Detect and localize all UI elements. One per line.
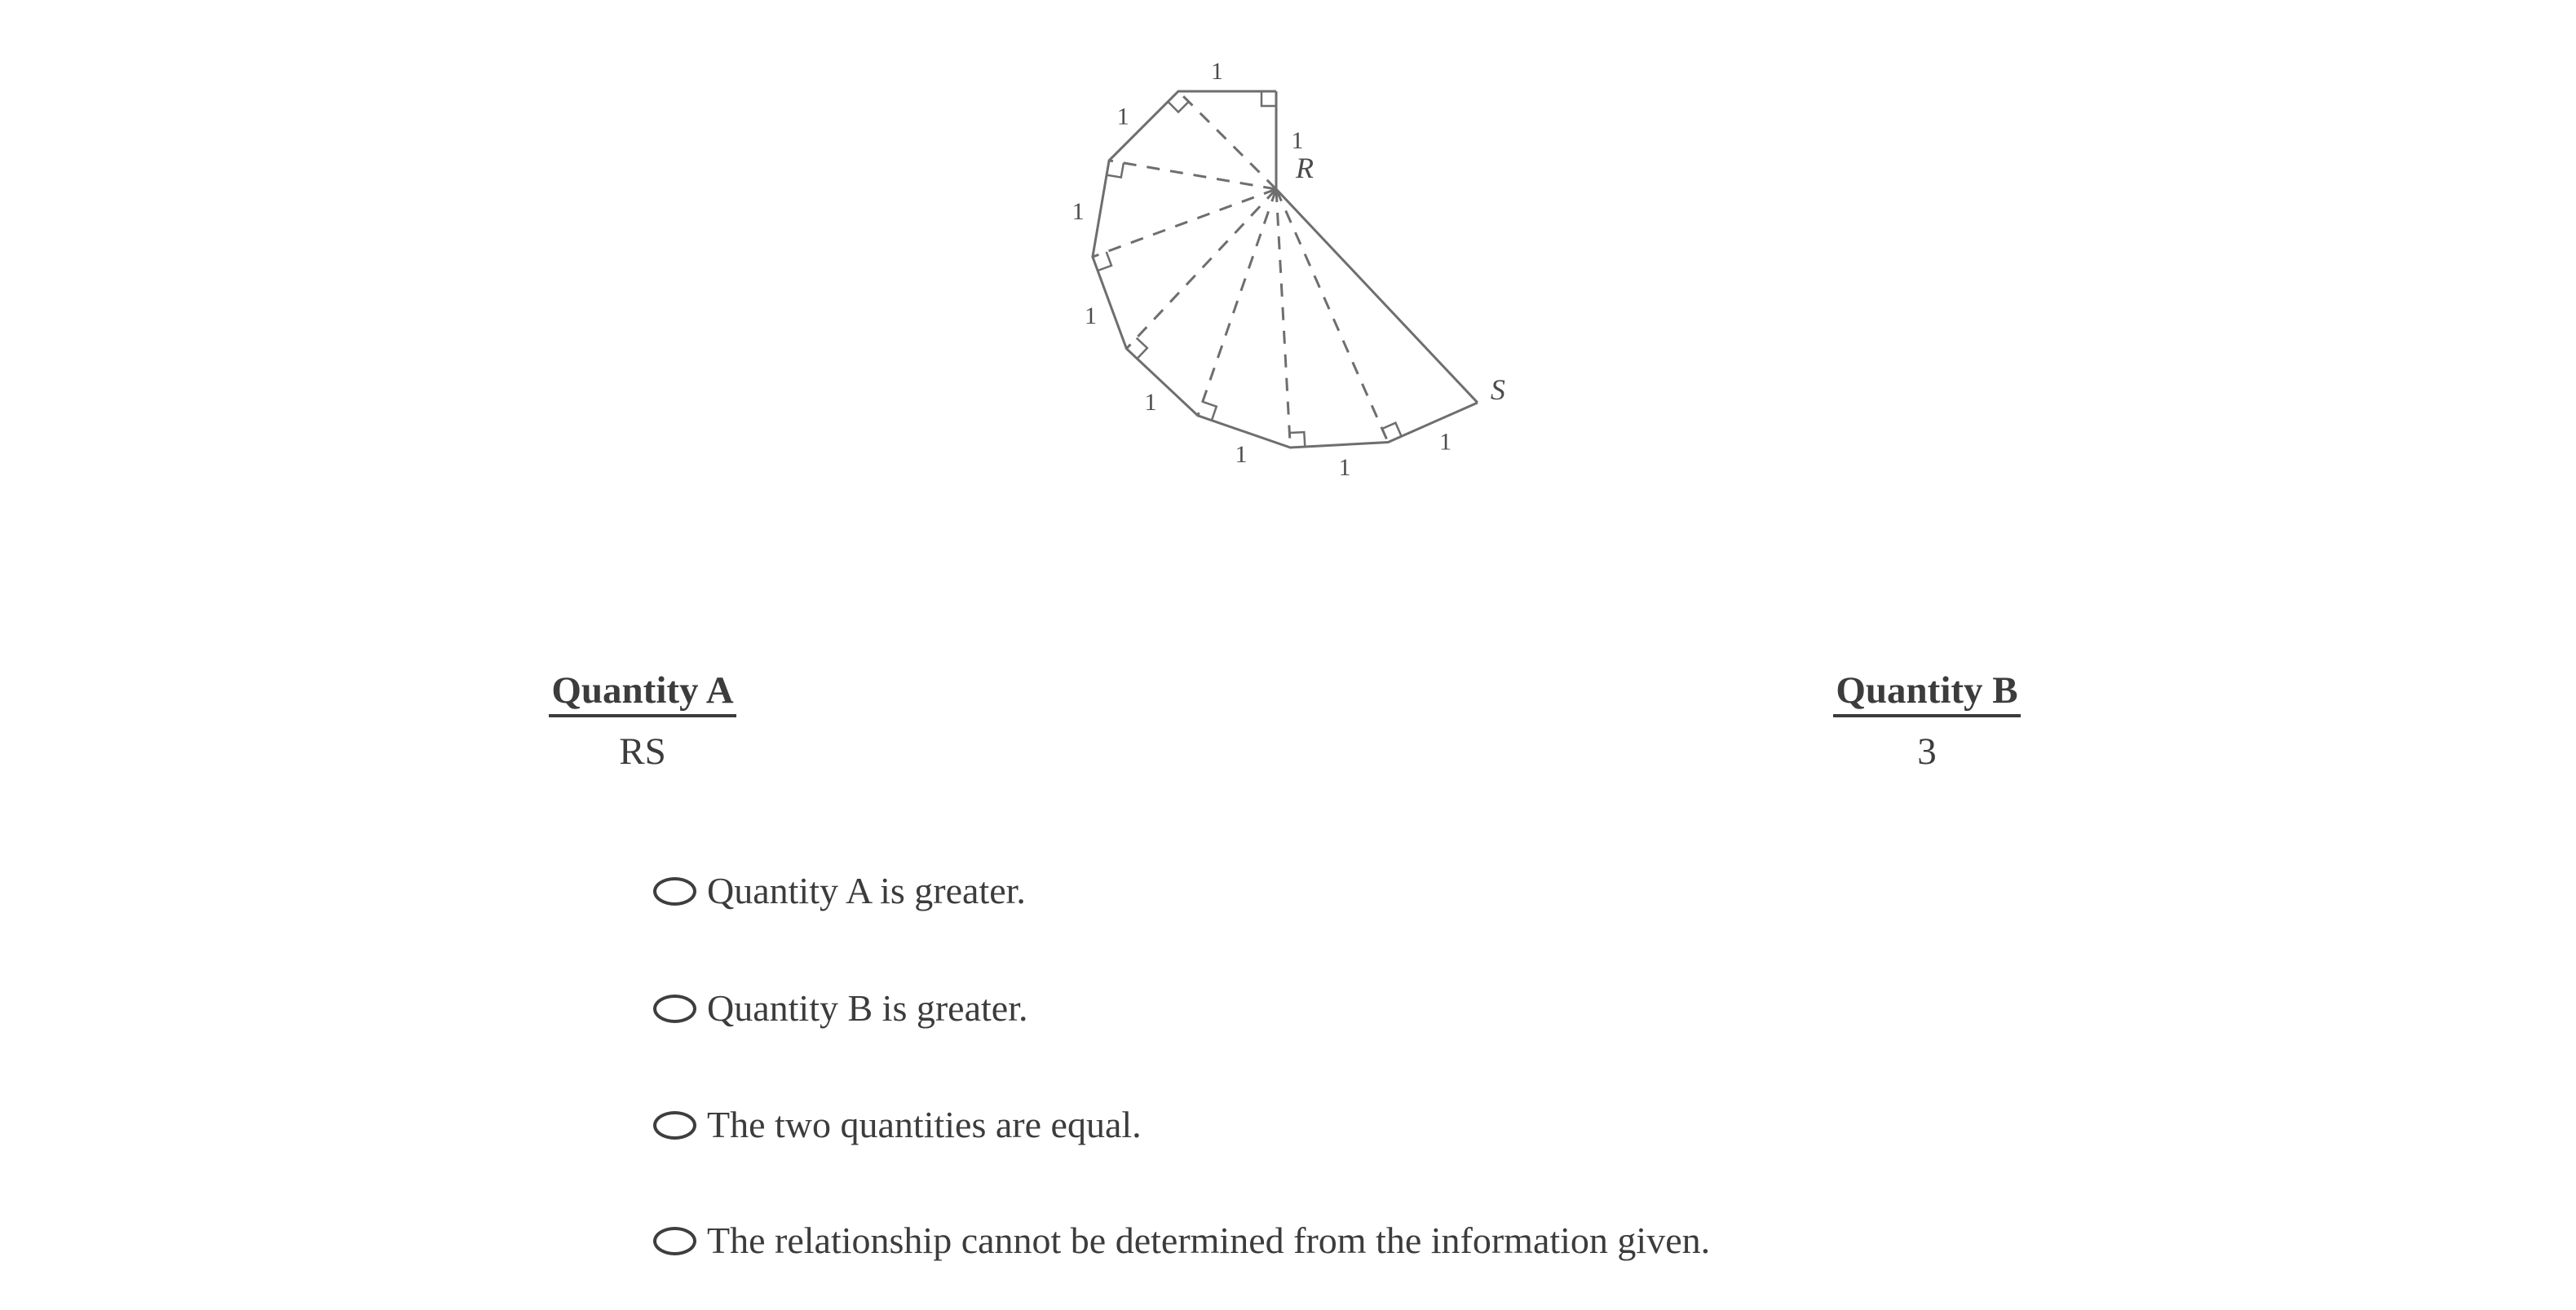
geometry-figure bbox=[1036, 8, 1623, 546]
svg-text:1: 1 bbox=[1071, 198, 1085, 226]
svg-text:R: R bbox=[1296, 152, 1314, 184]
radio-oval-icon[interactable] bbox=[653, 995, 696, 1023]
svg-text:1: 1 bbox=[1291, 127, 1304, 154]
answer-option-label: The relationship cannot be determined from the information given. bbox=[707, 1220, 1711, 1261]
answer-option-c[interactable] bbox=[653, 1101, 1142, 1149]
quantity-b-value: 3 bbox=[1917, 730, 1937, 773]
quantity-b-column bbox=[1699, 670, 2155, 773]
svg-text:1: 1 bbox=[1085, 302, 1098, 330]
svg-text:1: 1 bbox=[1210, 57, 1223, 85]
answer-option-b[interactable] bbox=[653, 985, 1027, 1032]
radio-oval-icon[interactable] bbox=[653, 877, 696, 906]
svg-text:1: 1 bbox=[1338, 453, 1351, 481]
radio-oval-icon[interactable] bbox=[653, 1111, 696, 1140]
svg-text:1: 1 bbox=[1235, 441, 1248, 469]
radio-oval-icon[interactable] bbox=[653, 1227, 696, 1255]
svg-text:S: S bbox=[1490, 373, 1505, 406]
answer-option-label: Quantity A is greater. bbox=[707, 870, 1026, 911]
quantity-b-heading: Quantity B bbox=[1833, 670, 2020, 717]
svg-text:1: 1 bbox=[1116, 103, 1129, 130]
answer-option-label: The two quantities are equal. bbox=[707, 1104, 1142, 1145]
answer-option-label: Quantity B is greater. bbox=[707, 987, 1028, 1029]
quantity-a-column bbox=[414, 670, 871, 773]
svg-text:1: 1 bbox=[1439, 428, 1452, 456]
answer-option-d[interactable] bbox=[653, 1217, 1710, 1264]
quantity-a-value: RS bbox=[619, 730, 666, 773]
spiral-of-triangles-svg bbox=[1036, 8, 1623, 546]
svg-text:1: 1 bbox=[1144, 388, 1157, 416]
answer-option-a[interactable] bbox=[653, 867, 1026, 915]
quantity-a-heading: Quantity A bbox=[549, 670, 736, 717]
